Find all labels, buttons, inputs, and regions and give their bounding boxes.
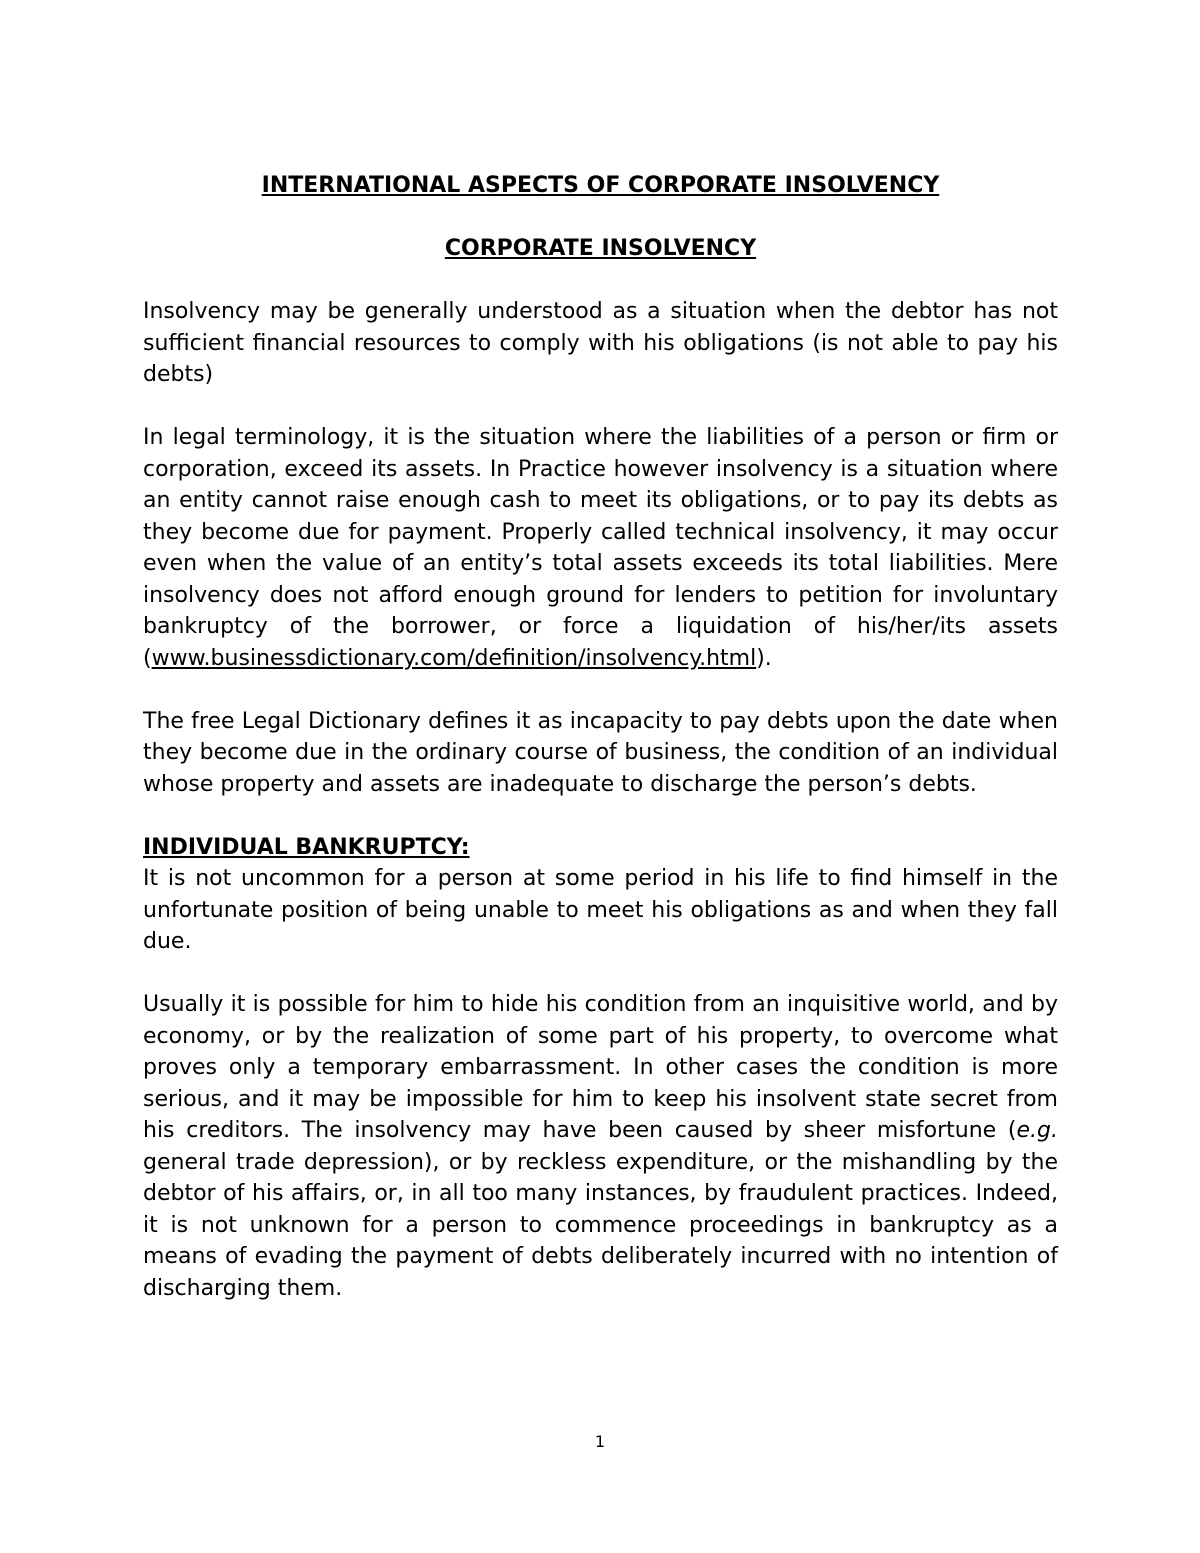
business-dictionary-link[interactable]: www.businessdictionary.com/definition/insolvency.html [151, 645, 757, 671]
document-subtitle: CORPORATE INSOLVENCY [444, 236, 757, 261]
paragraph-hide-condition-text: Usually it is possible for him to hide his condition from an inquisitive world, and by economy, or by the realization of some part of his property, to overcome what proves only a temporary embarrassment. In other cases the condition is more serious, and it may be impossible for him to keep his insolvent state secret from his creditors. The insolvency may have been caused by sheer misfortune ( [143, 992, 1058, 1143]
paragraph-uncommon: It is not uncommon for a person at some period in his life to find himself in the unfortunate position of being unable to meet his obligations as and when they fall due. [143, 866, 1058, 954]
section-individual-bankruptcy [143, 832, 1058, 958]
paragraph-legal-terminology [143, 422, 1058, 674]
paragraph-legal-terminology-text: In legal terminology, it is the situation where the liabilities of a person or firm or corporation, exceed its assets. In Practice however insolvency is a situation where an entity cannot raise enough cash to meet its obligations, or to pay its debts as they become due for payment. Properly called technical insolvency, it may occur even when the value of an entity’s total assets exceeds its total liabilities. Mere insolvency does not afford enough ground for lenders to petition for involuntary bankruptcy of the borrower, or force a liquidation of his/her/its assets ( [143, 425, 1058, 671]
document-title: INTERNATIONAL ASPECTS OF CORPORATE INSOLVENCY [261, 173, 940, 198]
paragraph-hide-condition-end: general trade depression), or by reckless expenditure, or the mishandling by the debtor of his affairs, or, in all too many instances, by fraudulent practices. Indeed, it is not unknown for a person to commence proceedings in bankruptcy as a means of evading the payment of debts deliberately incurred with no intention of discharging them. [143, 1149, 1058, 1301]
paragraph-definition: Insolvency may be generally understood as a situation when the debtor has not sufficient financial resources to comply with his obligations (is not able to pay his debts) [143, 299, 1058, 387]
paragraph-hide-condition [143, 989, 1058, 1304]
italic-eg: e.g. [1016, 1118, 1058, 1143]
page-content [143, 170, 1058, 1304]
paragraph-legal-terminology-end: ). [756, 645, 772, 671]
section-heading: INDIVIDUAL BANKRUPTCY: [143, 834, 470, 860]
page-number: 1 [594, 1432, 606, 1451]
paragraph-legal-dictionary: The free Legal Dictionary defines it as incapacity to pay debts upon the date when they become due in the ordinary course of business, the condition of an individual whose property and assets are inadequate to discharge the person’s debts. [143, 708, 1058, 797]
